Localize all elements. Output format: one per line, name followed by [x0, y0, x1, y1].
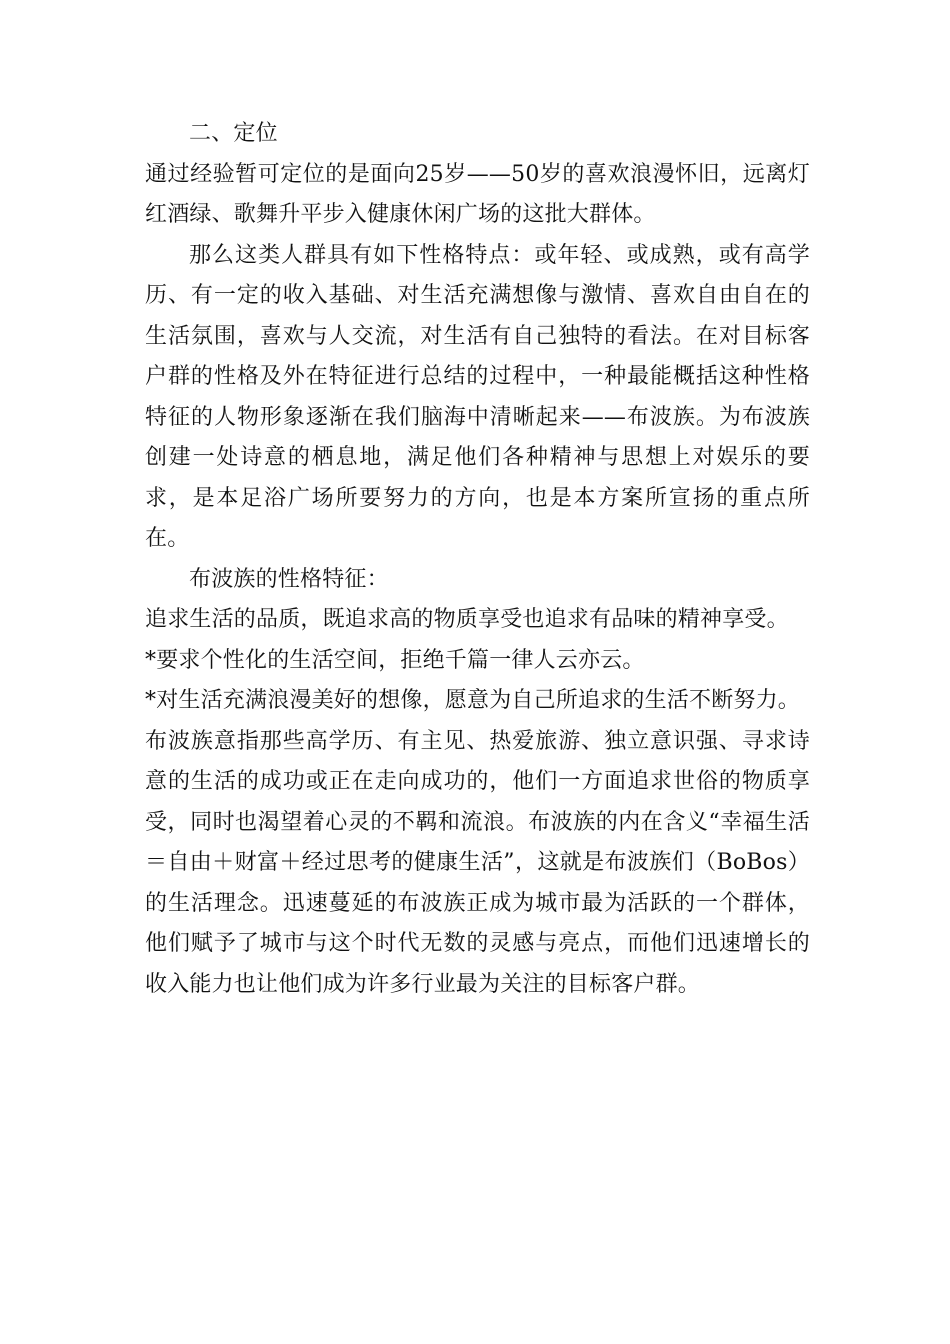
paragraph-bobos-heading: 布波族的性格特征：: [189, 566, 389, 592]
section-heading: 二、定位: [189, 121, 278, 146]
paragraph-characteristics: 那么这类人群具有如下性格特点：或年轻、或成熟，或有高学历、有一定的收入基础、对生活充满想像与激情、喜欢自由自在的生活氛围，喜欢与人交流，对生活有自己独特的看法。在对目标客户群的性格及外在特征进行总结的过程中，一种最能概括这种性格特征的人物形象逐渐在我们脑海中清晰起来——布波族。为布波族创建一处诗意的栖息地，满足他们各种精神与思想上对娱乐的要求，是本足浴广场所要努力的方向，也是本方案所宣扬的重点所在。: [145, 242, 810, 551]
paragraph-quality: 追求生活的品质，既追求高的物质享受也追求有品味的精神享受。: [145, 607, 789, 632]
paragraph-positioning: 通过经验暂可定位的是面向25岁——50岁的喜欢浪漫怀旧，远离灯红酒绿、歌舞升平步入健康休闲广场的这批大群体。: [145, 161, 810, 227]
document-page: [145, 114, 810, 1005]
paragraph-personal-space: *要求个性化的生活空间，拒绝千篇一律人云亦云。: [145, 647, 645, 673]
paragraph-romantic-life: *对生活充满浪漫美好的想像，愿意为自己所追求的生活不断努力。: [145, 688, 801, 713]
paragraph-bobos-definition: 布波族意指那些高学历、有主见、热爱旅游、独立意识强、寻求诗意的生活的成功或正在走向成功的，他们一方面追求世俗的物质享受，同时也渴望着心灵的不羁和流浪。布波族的内在含义“幸福生活＝自由＋财富＋经过思考的健康生活”，这就是布波族们（BoBos）的生活理念。迅速蔓延的布波族正成为城市最为活跃的一个群体，他们赋予了城市与这个时代无数的灵感与亮点，而他们迅速增长的收入能力也让他们成为许多行业最为关注的目标客户群。: [145, 728, 810, 997]
